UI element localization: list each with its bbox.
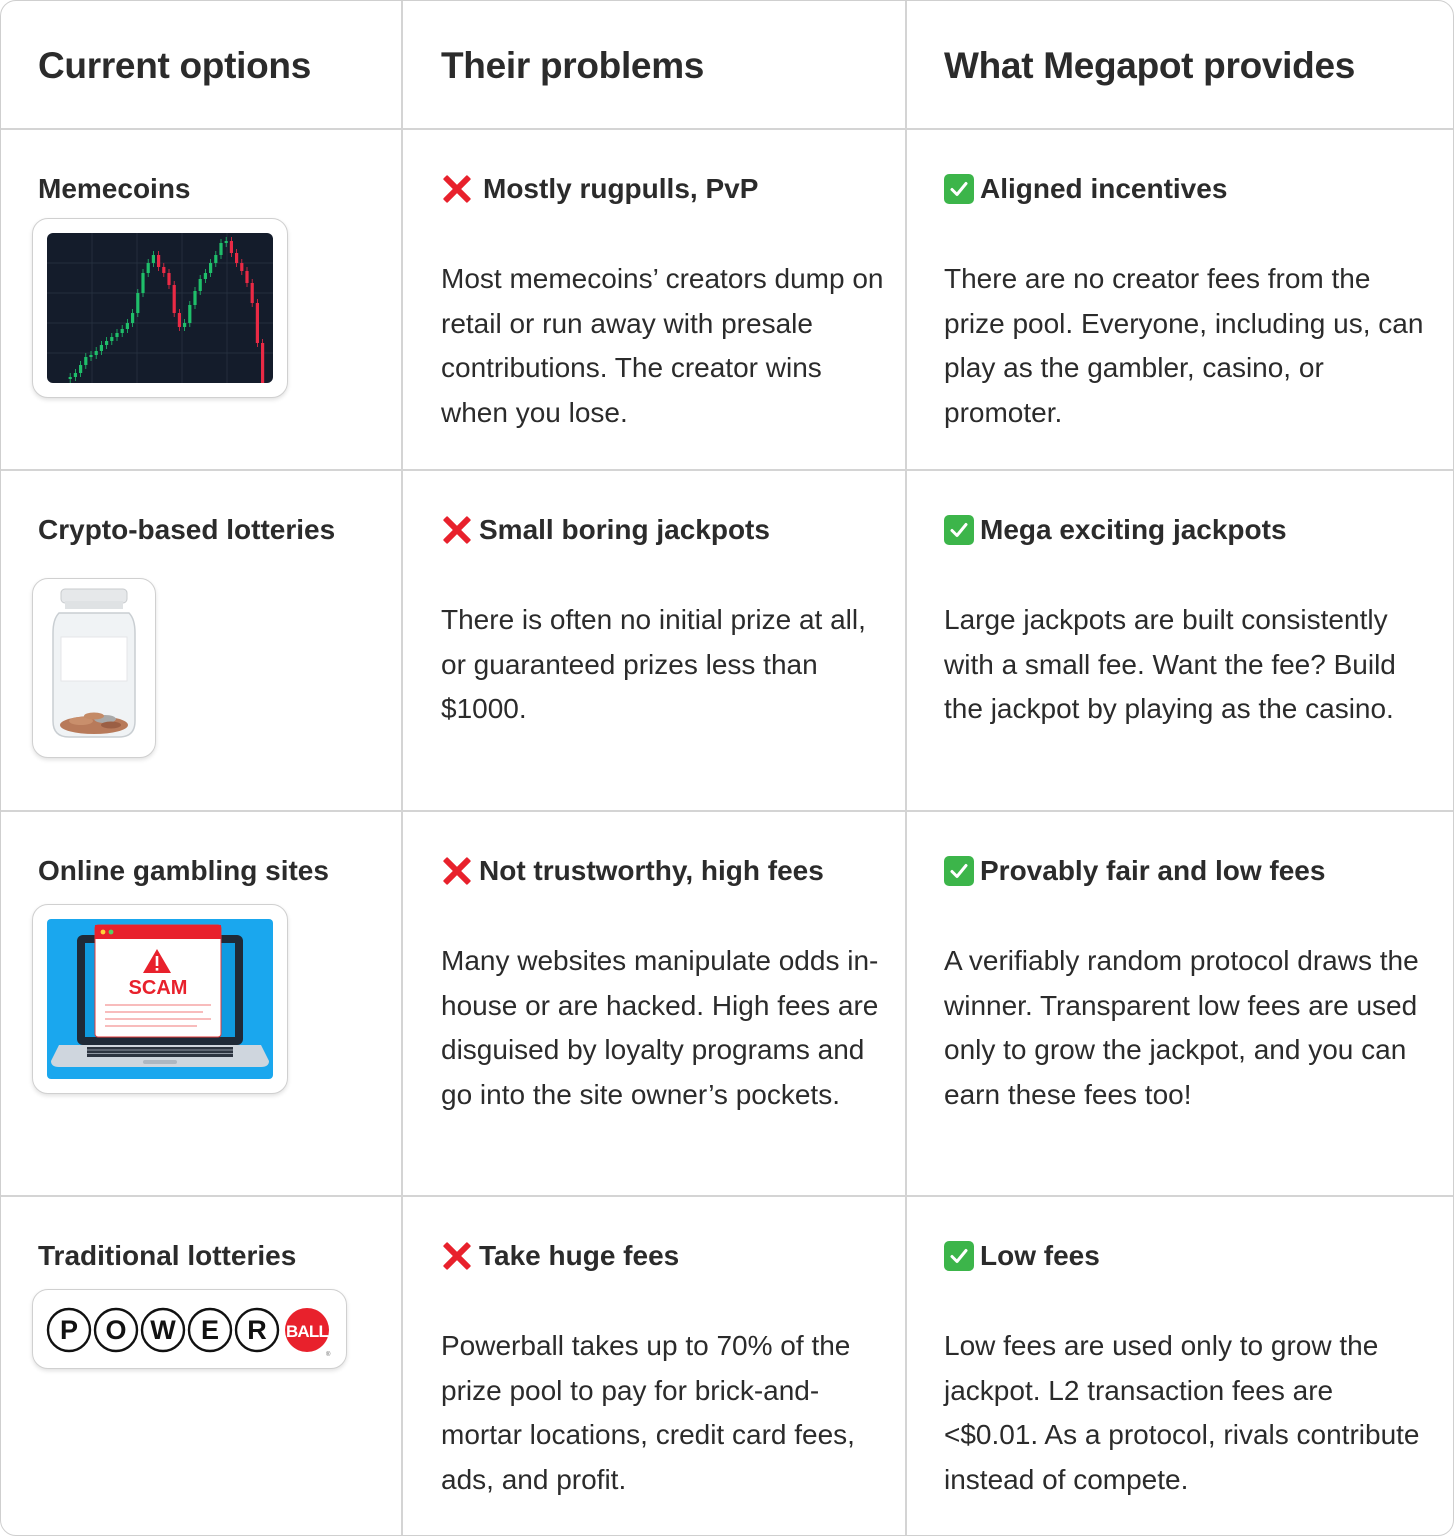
candle-body [126, 323, 129, 329]
header-megapot-provides: What Megapot provides [944, 45, 1355, 86]
candle-body [136, 293, 139, 313]
candle-body [121, 329, 124, 333]
option-memecoins: Memecoins [38, 173, 191, 204]
problem-text-online-gambling: Many websites manipulate odds in-house or are hacked. High fees are disguised by loyalty programs and go into the site owner’s pockets. [441, 945, 879, 1110]
solution-title-crypto-lotteries: Mega exciting jackpots [944, 514, 1287, 546]
candle-body [251, 283, 254, 303]
candle-body [199, 279, 202, 291]
candle-body [89, 355, 92, 357]
header-their-problems: Their problems [441, 45, 705, 86]
candlestick-chart-icon [47, 233, 273, 383]
candle-body [152, 255, 155, 263]
row-divider [1, 128, 1453, 130]
check-mark-icon [944, 856, 974, 886]
candle-body [230, 241, 233, 253]
cross-mark-icon [441, 856, 471, 886]
memecoins-image-card [32, 218, 288, 398]
solution-title-traditional-lotteries: Low fees [944, 1240, 1100, 1272]
powerball-letter: P [59, 1315, 79, 1345]
option-crypto-lotteries: Crypto-based lotteries [38, 514, 336, 545]
candle-body [214, 255, 217, 263]
traditional-lotteries-image-card [32, 1289, 347, 1369]
solution-text-online-gambling: A verifiably random protocol draws the winner. Transparent low fees are used only to grow the jackpot, and you can earn these fees too! [944, 945, 1419, 1110]
row-divider [1, 1195, 1453, 1197]
problem-title-crypto-lotteries: Small boring jackpots [441, 514, 770, 546]
option-traditional-lotteries: Traditional lotteries [38, 1240, 297, 1271]
candle-body [188, 305, 191, 323]
candle-body [178, 313, 181, 327]
online-gambling-image-card [32, 904, 288, 1094]
coin-jar-icon [39, 585, 149, 751]
candle-body [147, 263, 150, 273]
cross-mark-icon [441, 515, 471, 545]
candle-body [245, 271, 248, 283]
solution-text-traditional-lotteries: Low fees are used only to grow the jackpot. L2 transaction fees are <$0.01. As a protocol, rivals contribute instead of compete. [944, 1330, 1420, 1495]
problem-text-traditional-lotteries: Powerball takes up to 70% of the prize pool to pay for brick-and-mortar locations, credit card fees, ads, and profit. [441, 1330, 855, 1495]
candle-body [235, 253, 238, 263]
scam-laptop-icon [47, 919, 273, 1079]
powerball-letter: E [200, 1315, 220, 1345]
scam-warning-text: SCAM [128, 977, 188, 999]
candle-body [261, 343, 264, 383]
candle-body [115, 333, 118, 337]
problem-title-online-gambling: Not trustworthy, high fees [441, 855, 824, 887]
candle-body [74, 373, 77, 377]
check-mark-icon [944, 174, 974, 204]
svg-text:®: ® [326, 1352, 331, 1358]
candle-body [240, 263, 243, 271]
candle-body [141, 273, 144, 293]
problem-text-memecoins: Most memecoins’ creators dump on retail or run away with presale contributions. The creator wins when you lose. [441, 263, 884, 428]
problem-text-crypto-lotteries: There is often no initial prize at all, or guaranteed prizes less than $1000. [441, 604, 866, 724]
powerball-letter: R [247, 1315, 267, 1345]
candle-body [69, 377, 72, 379]
check-mark-icon [944, 1241, 974, 1271]
candle-body [173, 285, 176, 313]
crypto-lotteries-image-card [32, 578, 156, 758]
solution-title-online-gambling: Provably fair and low fees [944, 855, 1325, 887]
candle-body [84, 357, 87, 365]
candle-body [110, 337, 113, 341]
row-divider [1, 469, 1453, 471]
powerball-letter: W [150, 1315, 176, 1345]
candle-body [100, 345, 103, 351]
candle-body [209, 263, 212, 273]
option-online-gambling: Online gambling sites [38, 855, 329, 886]
powerball-logo-icon [45, 1298, 335, 1362]
candle-body [95, 351, 98, 355]
problem-title-traditional-lotteries: Take huge fees [441, 1240, 679, 1272]
row-divider [1, 810, 1453, 812]
candle-body [183, 323, 186, 327]
candle-body [225, 241, 228, 243]
solution-title-memecoins: Aligned incentives [944, 173, 1227, 205]
powerball-letter: O [105, 1315, 127, 1345]
candle-body [105, 341, 108, 345]
candle-body [256, 303, 259, 343]
candle-body [193, 291, 196, 305]
column-divider [905, 1, 907, 1535]
candle-body [79, 365, 82, 373]
cross-mark-icon [441, 1241, 471, 1271]
solution-text-crypto-lotteries: Large jackpots are built consistently with a small fee. Want the fee? Build the jackpot by playing as the casino. [944, 604, 1396, 724]
candle-body [204, 273, 207, 279]
column-divider [401, 1, 403, 1535]
header-current-options: Current options [38, 45, 311, 86]
candle-body [219, 243, 222, 255]
candle-body [162, 267, 165, 273]
problem-title-memecoins: Mostly rugpulls, PvP [441, 173, 758, 205]
candle-body [167, 273, 170, 285]
solution-text-memecoins: There are no creator fees from the prize pool. Everyone, including us, can play as the gambler, casino, or promoter. [944, 263, 1424, 428]
candle-body [157, 255, 160, 267]
candle-body [131, 313, 134, 323]
check-mark-icon [944, 515, 974, 545]
cross-mark-icon [441, 174, 471, 204]
powerball-ball-text: BALL [285, 1322, 329, 1341]
